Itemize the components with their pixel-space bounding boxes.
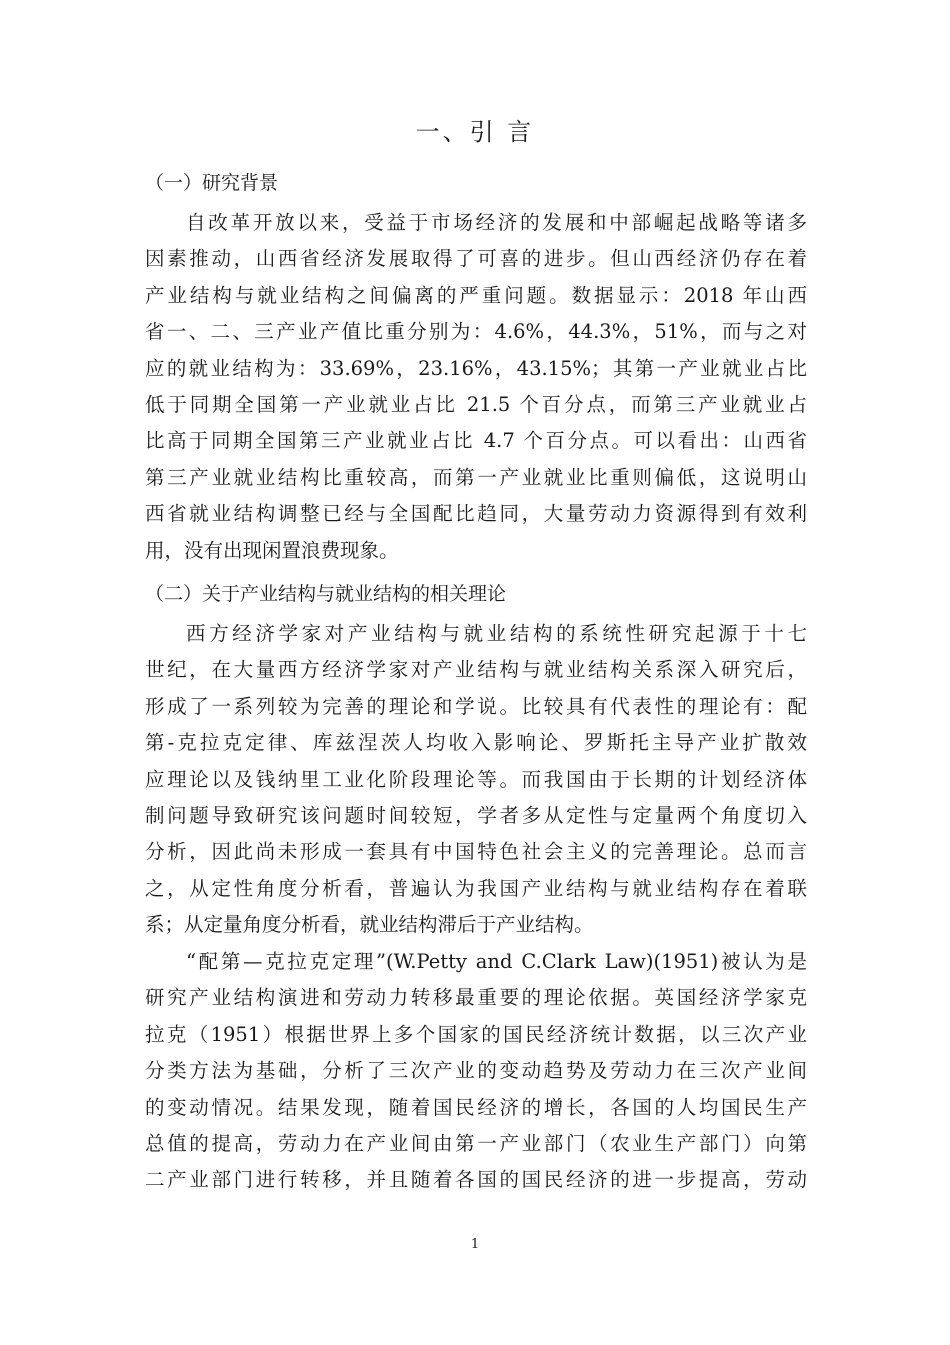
text-line: 西方经济学家对产业结构与就业结构的系统性研究起源于十七: [186, 622, 807, 645]
section-heading-theory: （二）关于产业结构与就业结构的相关理论: [145, 583, 507, 605]
text-line: 比高于同期全国第三产业就业占比 4.7 个百分点。可以看出：山西省: [145, 429, 807, 453]
text-line: 之，从定性角度分析看，普遍认为我国产业结构与就业结构存在着联: [145, 876, 807, 900]
text-line: 世纪，在大量西方经济学家对产业结构与就业结构关系深入研究后，: [145, 658, 807, 682]
page-number: 1: [470, 1237, 480, 1252]
text-line: 形成了一系列较为完善的理论和学说。比较具有代表性的理论有：配: [145, 694, 807, 718]
text-line: 因素推动，山西省经济发展取得了可喜的进步。但山西经济仍存在着: [145, 247, 807, 271]
text-line: 的变动情况。结果发现，随着国民经济的增长，各国的人均国民生产: [145, 1095, 807, 1119]
text-line: 自改革开放以来，受益于市场经济的发展和中部崛起战略等诸多: [186, 211, 807, 234]
text-line: 二产业部门进行转移，并且随着各国的国民经济的进一步提高，劳动: [145, 1168, 807, 1192]
text-line: 系；从定量角度分析看，就业结构滞后于产业结构。: [145, 913, 594, 937]
text-line: 第三产业就业结构比重较高，而第一产业就业比重则偏低，这说明山: [145, 465, 807, 489]
paragraph-research-background: [145, 205, 807, 569]
text-line: 西省就业结构调整已经与全国配比趋同，大量劳动力资源得到有效利: [145, 502, 807, 526]
text-line: 第-克拉克定律、库兹涅茨人均收入影响论、罗斯托主导产业扩散效: [145, 731, 807, 755]
text-line: 拉克（1951）根据世界上多个国家的国民经济统计数据，以三次产业: [145, 1022, 807, 1046]
paragraph-theory-overview: [145, 616, 807, 944]
text-line: 分类方法为基础，分析了三次产业的变动趋势及劳动力在三次产业间: [145, 1059, 807, 1083]
paragraph-petty-clark: [145, 944, 807, 1199]
page-title: 一、引 言: [415, 118, 535, 146]
text-line: 应理论以及钱纳里工业化阶段理论等。而我国由于长期的计划经济体: [145, 767, 807, 791]
text-line: 制问题导致研究该问题时间较短，学者多从定性与定量两个角度切入: [145, 803, 807, 827]
section-heading-background: （一）研究背景: [145, 172, 279, 194]
text-line: 应的就业结构为：33.69%，23.16%，43.15%；其第一产业就业占比: [145, 356, 807, 380]
text-line: 总值的提高，劳动力在产业间由第一产业部门（农业生产部门）向第: [145, 1131, 807, 1155]
text-line: 分析，因此尚未形成一套具有中国特色社会主义的完善理论。总而言: [145, 840, 807, 864]
text-line: 省一、二、三产业产值比重分别为：4.6%，44.3%，51%，而与之对: [145, 320, 807, 344]
text-line: “配第—克拉克定理”(W.Petty and C.Clark Law)(1951)被认为是: [186, 950, 807, 973]
text-line: 产业结构与就业结构之间偏离的严重问题。数据显示：2018 年山西: [145, 283, 807, 307]
text-line: 研究产业结构演进和劳动力转移最重要的理论依据。英国经济学家克: [145, 986, 807, 1010]
text-line: 低于同期全国第一产业就业占比 21.5 个百分点，而第三产业就业占: [145, 392, 807, 416]
text-line: 用，没有出现闲置浪费现象。: [145, 538, 399, 562]
